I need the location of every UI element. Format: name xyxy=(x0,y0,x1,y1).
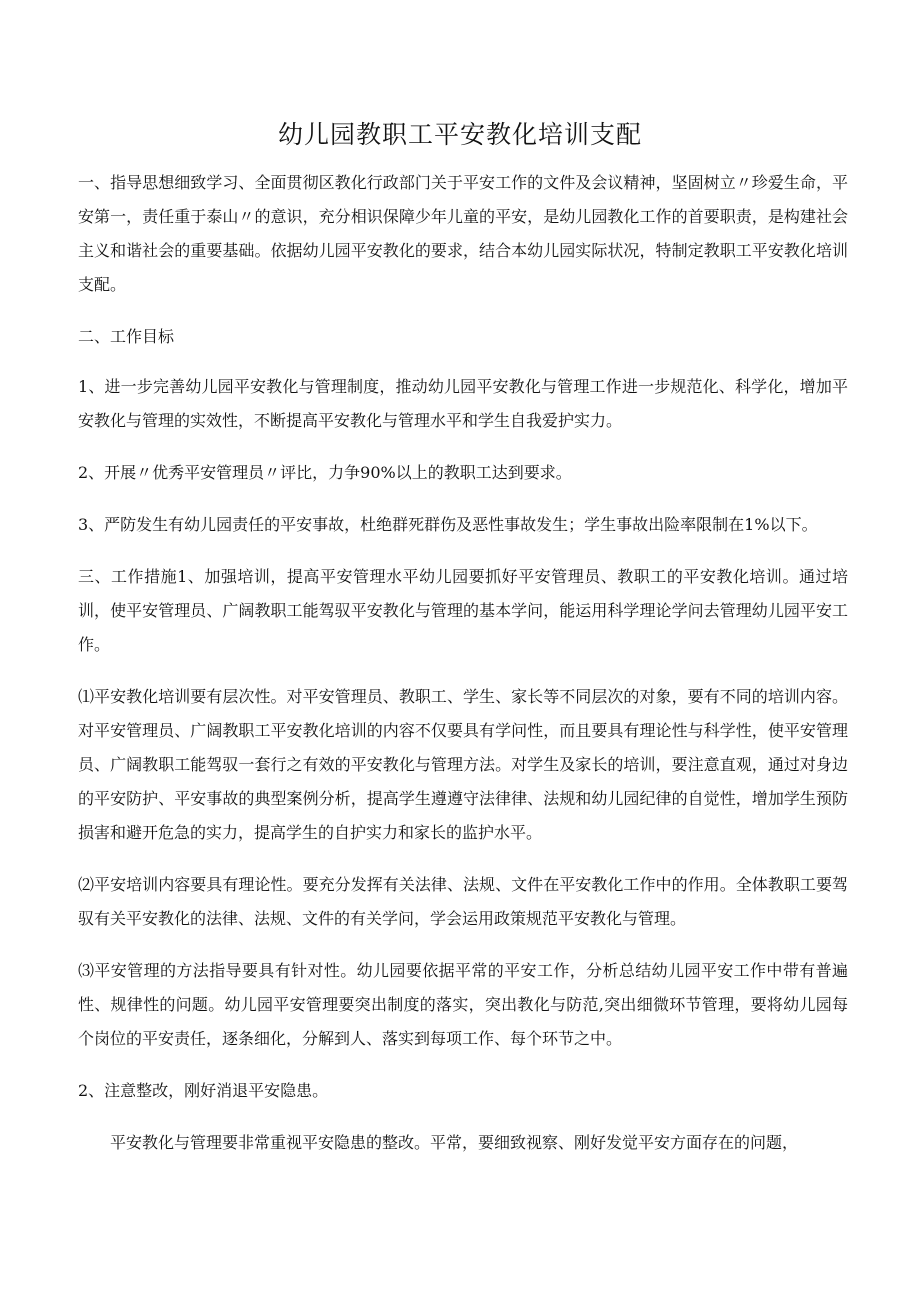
document-title: 幼儿园教职工平安教化培训支配 xyxy=(277,120,642,149)
paragraph-item-2: ⑵平安培训内容要具有理论性。要充分发挥有关法律、法规、文件在平安教化工作中的作用。全体教职工要驾驭有关平安教化的法律、法规、文件的有关学问，学会运用政策规范平安教化与管理。 xyxy=(78,875,848,928)
paragraph-item-1: ⑴平安教化培训要有层次性。对平安管理员、教职工、学生、家长等不同层次的对象，要有不同的培训内容。对平安管理员、广阔教职工平安教化培训的内容不仅要具有学问性，而且要具有理论性与科学性，使平安管理员、广阔教职工能驾驭一套行之有效的平安教化与管理方法。对学生及家长的培训，要注意直观，通过对身边的平安防护、平安事故的典型案例分析，提高学生遵遵守法律律、法规和幼儿园纪律的自觉性，增加学生预防损害和避开危急的实力，提高学生的自护实力和家长的监护水平。 xyxy=(78,687,848,842)
paragraph-goal-3: 3、严防发生有幼儿园责任的平安事故，杜绝群死群伤及恶性事故发生；学生事故出险率限制在1%以下。 xyxy=(78,515,818,534)
paragraph-item-3: ⑶平安管理的方法指导要具有针对性。幼儿园要依据平常的平安工作，分析总结幼儿园平安工作中带有普遍性、规律性的问题。幼儿园平安管理要突出制度的落实，突出教化与防范,突出细微环节管理，要将幼儿园每个岗位的平安责任，逐条细化，分解到人、落实到每项工作、每个环节之中。 xyxy=(78,961,848,1048)
paragraph-rectification-heading: 2、注意整改，刚好消退平安隐患。 xyxy=(78,1081,329,1100)
paragraph-measures: 三、工作措施1、加强培训，提高平安管理水平幼儿园要抓好平安管理员、教职工的平安教化培训。通过培训，使平安管理员、广阔教职工能驾驭平安教化与管理的基本学问，能运用科学理论学问去管理幼儿园平安工作。 xyxy=(78,567,848,654)
paragraph-rectification: 平安教化与管理要非常重视平安隐患的整改。平常，要细致视察、刚好发觉平安方面存在的问题， xyxy=(110,1133,799,1152)
paragraph-goal-1: 1、进一步完善幼儿园平安教化与管理制度，推动幼儿园平安教化与管理工作进一步规范化、科学化，增加平安教化与管理的实效性，不断提高平安教化与管理水平和学生自我爱护实力。 xyxy=(78,377,848,430)
paragraph-goal-2: 2、开展〃优秀平安管理员〃评比，力争90%以上的教职工达到要求。 xyxy=(78,463,572,482)
heading-work-goals: 二、工作目标 xyxy=(78,327,175,346)
document-body xyxy=(78,166,848,1178)
paragraph-guiding-ideology: 一、指导思想细致学习、全面贯彻区教化行政部门关于平安工作的文件及会议精神，坚固树立〃珍爱生命，平安第一，责任重于泰山〃的意识，充分相识保障少年儿童的平安，是幼儿园教化工作的首要职责，是构建社会主义和谐社会的重要基础。依据幼儿园平安教化的要求，结合本幼儿园实际状况，特制定教职工平安教化培训支配。 xyxy=(78,173,848,294)
